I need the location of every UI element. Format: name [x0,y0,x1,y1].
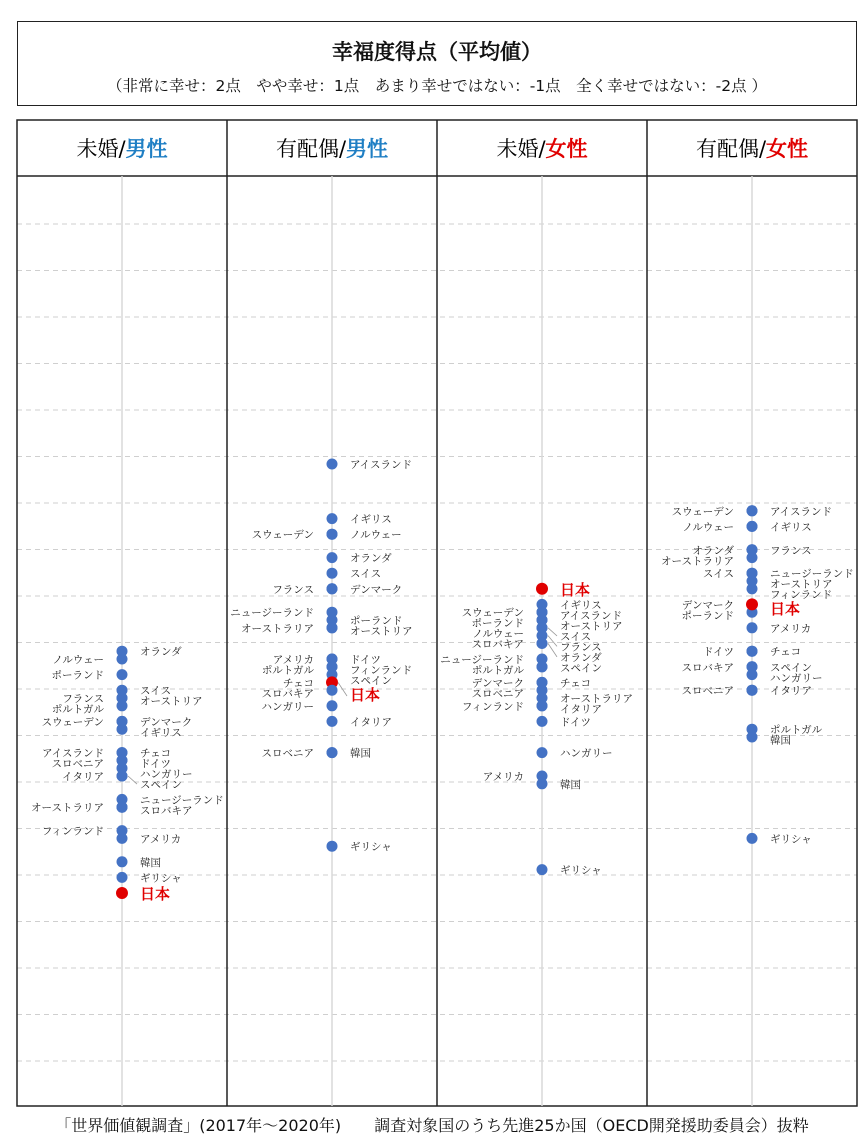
data-point [117,856,128,867]
country-label: フィンランド [350,664,413,677]
country-label: ニュージーランド [140,794,224,807]
country-label: フィンランド [770,589,833,602]
country-label: ポルトガル [261,664,314,677]
country-label: チェコ [560,677,592,690]
country-label: イタリア [560,703,602,716]
country-label: スロバキア [140,804,193,817]
country-label: チェコ [140,747,172,760]
data-point [746,598,758,610]
panel-heading-gender: 女性 [545,137,588,161]
country-label: フランス [560,641,602,654]
country-label: ギリシャ [770,833,812,846]
panel-heading-status: 未婚/ [496,137,546,161]
country-label: フィンランド [41,825,104,838]
panel-heading [696,137,808,161]
country-label: 韓国 [350,747,371,760]
country-label: チェコ [770,646,802,659]
country-label: 韓国 [560,778,581,791]
country-label: ポーランド [350,615,403,627]
data-point [747,552,758,563]
country-label: イギリス [350,513,392,526]
data-point [327,513,338,524]
leader-line [548,628,557,636]
country-label: ポルトガル [770,724,823,737]
country-label: アメリカ [770,622,812,635]
country-label: イタリア [350,716,392,729]
country-label: スロバキア [681,661,734,674]
japan-label: 日本 [140,885,171,903]
country-label: スペイン [140,779,182,792]
data-point [747,583,758,594]
japan-label: 日本 [560,580,591,599]
country-label: チェコ [282,677,314,690]
leader-line [548,643,557,657]
country-label: アイスランド [560,609,622,622]
country-label: スイス [702,568,734,581]
country-label: スロベニア [51,758,104,771]
panel-heading [276,137,388,161]
country-label: ポーランド [51,669,104,682]
panel-heading [496,137,587,161]
country-label: ニュージーランド [440,654,524,666]
japan-label: 日本 [350,686,381,704]
country-label: スペイン [560,662,602,675]
country-label: オランダ [560,651,602,664]
data-point [327,716,338,727]
data-point [537,700,548,711]
country-label: ドイツ [560,716,591,729]
country-label: イギリス [770,521,812,534]
country-label: アメリカ [272,654,314,666]
data-point [536,583,548,595]
japan-label: 日本 [770,600,801,619]
country-label: ハンガリー [560,747,613,760]
country-label: ノルウェー [52,654,104,666]
data-point [747,732,758,743]
data-point [747,646,758,657]
country-label: デンマーク [350,583,403,596]
panel-heading-status: 有配偶/ [275,137,347,161]
country-label: スペイン [770,661,812,674]
data-point [117,833,128,844]
data-point [117,700,128,711]
country-label: オーストラリア [31,802,104,815]
data-point [327,747,338,758]
country-label: スウェーデン [461,607,524,620]
country-label: スロバキア [471,638,524,651]
country-label: ドイツ [350,654,381,666]
footer [0,1113,864,1136]
country-label: ニュージーランド [230,607,314,620]
country-label: オーストリア [560,620,623,633]
data-point [537,778,548,789]
country-label: ハンガリー [261,700,314,713]
country-label: オーストラリア [241,622,314,635]
country-label: ポーランド [471,617,524,630]
country-label: ギリシャ [560,864,602,877]
country-label: フランス [770,544,812,557]
data-point [117,872,128,883]
country-label: フランス [62,693,104,705]
country-label: オーストリア [140,695,203,708]
source-note: 「世界価値観調査」(2017年～2020年) [55,1116,342,1135]
country-label: ドイツ [140,758,171,771]
country-label: スウェーデン [41,716,104,729]
panel-heading-gender: 男性 [125,137,168,161]
country-label: ハンガリー [140,768,193,781]
country-label: イタリア [770,685,812,698]
data-point [117,654,128,665]
country-label: ギリシャ [350,841,392,854]
data-point [327,459,338,470]
country-label: オランダ [140,646,182,659]
data-point [327,529,338,540]
country-label: スロベニア [261,747,314,760]
country-label: スウェーデン [671,505,734,518]
country-label: ニュージーランド [770,568,854,581]
country-label: スロベニア [471,687,524,700]
panel-heading-gender: 男性 [346,137,389,161]
data-point [327,700,338,711]
country-label: 韓国 [140,856,161,869]
country-label: スイス [350,568,382,581]
country-label: アメリカ [140,833,182,846]
data-point [327,568,338,579]
data-point [117,724,128,735]
data-point [747,622,758,633]
country-label: オーストラリア [560,693,633,705]
country-label: ノルウェー [350,529,402,542]
data-point [747,685,758,696]
country-label: スイス [140,685,172,698]
country-label: 韓国 [770,734,791,747]
data-point [327,841,338,852]
country-label: フランス [272,583,314,596]
data-point [537,638,548,649]
country-label: デンマーク [471,677,524,690]
country-label: ポルトガル [51,703,104,716]
chart-title: 幸福度得点（平均値） [332,40,542,64]
country-label: オランダ [692,544,734,557]
country-label: フィンランド [461,700,524,713]
country-label: オーストリア [770,578,833,591]
country-label: ギリシャ [140,872,182,885]
country-label: ノルウェー [472,628,524,641]
country-label: ドイツ [703,646,734,659]
country-label: ポーランド [681,609,734,622]
country-label: イギリス [140,726,182,739]
country-label: ポルトガル [471,664,524,677]
country-label: スイス [560,630,592,643]
country-label: スロバキア [261,687,314,700]
country-label: オーストリア [350,625,413,638]
country-label: デンマーク [681,599,734,612]
country-label: スロベニア [681,685,734,698]
data-point [117,771,128,782]
data-point [327,622,338,633]
panel-heading [76,137,167,161]
leader-line [128,776,137,784]
country-label: アイスランド [770,505,832,518]
data-point [327,552,338,563]
country-label: ノルウェー [682,521,734,534]
panel-heading-status: 有配偶/ [695,137,767,161]
country-label: オーストラリア [661,555,734,568]
chart-subtitle: （非常に幸せ：2点 やや幸せ：1点 あまり幸せではない：-1点 全く幸せではない：-2点 ） [106,77,768,95]
panel-heading-status: 未婚/ [76,137,126,161]
data-point [117,669,128,680]
country-label: アイスランド [42,747,104,760]
scope-note: 調査対象国のうち先進25か国（OECD開発援助委員会）抜粋 [374,1116,809,1135]
panel-heading-gender: 女性 [766,137,809,161]
data-point [747,521,758,532]
data-point [537,716,548,727]
country-label: イギリス [560,599,602,612]
country-label: オランダ [350,552,392,565]
data-point [537,661,548,672]
data-point [117,802,128,813]
country-label: スペイン [350,675,392,687]
data-point [537,864,548,875]
data-point [327,685,338,696]
data-point [747,669,758,680]
country-label: スウェーデン [251,529,314,542]
country-label: イタリア [62,771,104,783]
data-point [747,833,758,844]
country-label: アメリカ [482,771,524,783]
data-point [327,583,338,594]
country-label: アイスランド [350,459,412,471]
data-point [747,505,758,516]
data-point [116,887,128,899]
data-point [537,747,548,758]
country-label: デンマーク [140,716,193,729]
country-label: ハンガリー [770,672,823,685]
